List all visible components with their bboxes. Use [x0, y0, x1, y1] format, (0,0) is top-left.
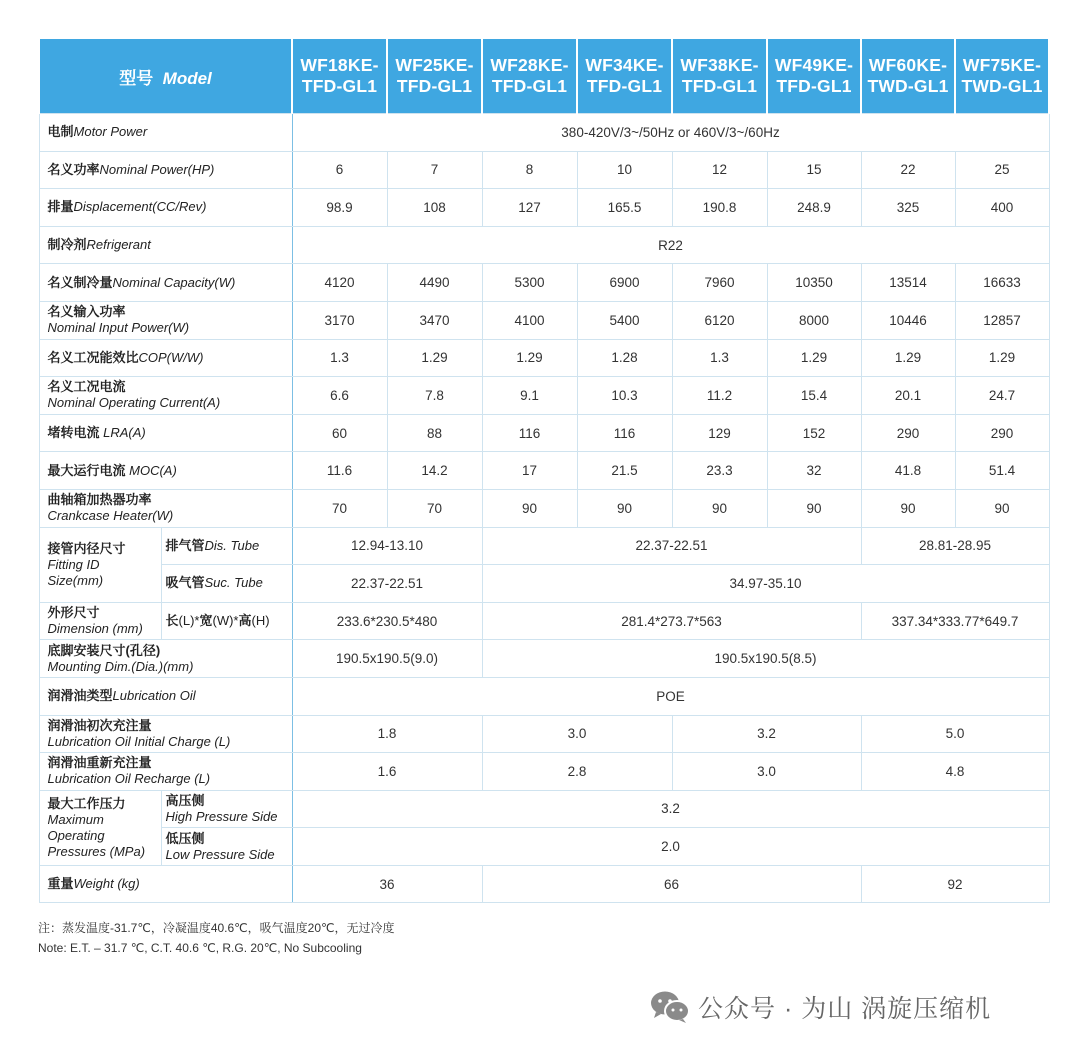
value-low-pressure: 2.0 — [292, 828, 1049, 866]
cell: 17 — [482, 452, 577, 490]
cell: 10 — [577, 151, 672, 189]
label-oil-recharge: 润滑油重新充注量 Lubrication Oil Recharge (L) — [39, 753, 292, 791]
cell: 14.2 — [387, 452, 482, 490]
row-lub-oil — [39, 677, 1049, 715]
cell: 90 — [577, 489, 672, 527]
cell: 8 — [482, 151, 577, 189]
cell: 88 — [387, 414, 482, 452]
cell: 6120 — [672, 301, 767, 339]
cell: 233.6*230.5*480 — [292, 602, 482, 640]
cell: 152 — [767, 414, 861, 452]
cell: 1.6 — [292, 753, 482, 791]
cell: 12857 — [955, 301, 1049, 339]
cell: 51.4 — [955, 452, 1049, 490]
label-high-pressure: 高压侧 High Pressure Side — [161, 790, 292, 828]
cell: 108 — [387, 189, 482, 227]
value-lub-oil: POE — [292, 677, 1049, 715]
cell: 1.3 — [292, 339, 387, 377]
cell: 290 — [861, 414, 955, 452]
row-nominal-power — [39, 151, 1049, 189]
cell: 6 — [292, 151, 387, 189]
label-motor-power: 电制Motor Power — [39, 114, 292, 152]
cell: 290 — [955, 414, 1049, 452]
label-operating-current: 名义工况电流 Nominal Operating Current(A) — [39, 377, 292, 415]
cell: 11.6 — [292, 452, 387, 490]
cell: 32 — [767, 452, 861, 490]
cell: 9.1 — [482, 377, 577, 415]
label-moc: 最大运行电流 MOC(A) — [39, 452, 292, 490]
cell: 248.9 — [767, 189, 861, 227]
label-lra: 堵转电流 LRA(A) — [39, 414, 292, 452]
label-refrigerant: 制冷剂Refrigerant — [39, 226, 292, 264]
model-col-5: WF38KE- TFD-GL1 — [672, 39, 767, 114]
label-nominal-input: 名义输入功率 Nominal Input Power(W) — [39, 301, 292, 339]
model-col-4: WF34KE- TFD-GL1 — [577, 39, 672, 114]
row-crankcase — [39, 489, 1049, 527]
cell: 1.29 — [482, 339, 577, 377]
cell: 20.1 — [861, 377, 955, 415]
cell: 165.5 — [577, 189, 672, 227]
cell: 325 — [861, 189, 955, 227]
cell: 1.28 — [577, 339, 672, 377]
model-col-2: WF25KE- TFD-GL1 — [387, 39, 482, 114]
row-pressure-low — [39, 828, 1049, 866]
notes — [38, 918, 395, 958]
label-fitting: 接管内径尺寸 Fitting ID Size(mm) — [39, 527, 161, 602]
cell: 1.29 — [387, 339, 482, 377]
row-displacement — [39, 189, 1049, 227]
label-pressure: 最大工作压力 Maximum Operating Pressures (MPa) — [39, 790, 161, 865]
cell: 127 — [482, 189, 577, 227]
row-weight — [39, 865, 1049, 903]
cell: 70 — [387, 489, 482, 527]
label-nominal-power: 名义功率Nominal Power(HP) — [39, 151, 292, 189]
label-low-pressure: 低压侧 Low Pressure Side — [161, 828, 292, 866]
cell: 70 — [292, 489, 387, 527]
cell: 34.97-35.10 — [482, 565, 1049, 603]
label-dimension-sub: 长(L)*宽(W)*高(H) — [161, 602, 292, 640]
cell: 15.4 — [767, 377, 861, 415]
cell: 21.5 — [577, 452, 672, 490]
cell: 190.5x190.5(8.5) — [482, 640, 1049, 678]
cell: 90 — [955, 489, 1049, 527]
row-motor-power — [39, 114, 1049, 152]
cell: 22.37-22.51 — [482, 527, 861, 565]
row-moc — [39, 452, 1049, 490]
spec-table — [38, 39, 1050, 903]
cell: 98.9 — [292, 189, 387, 227]
cell: 116 — [577, 414, 672, 452]
watermark — [650, 988, 991, 1026]
cell: 4100 — [482, 301, 577, 339]
cell: 1.29 — [861, 339, 955, 377]
cell: 1.29 — [955, 339, 1049, 377]
cell: 7 — [387, 151, 482, 189]
model-col-1: WF18KE- TFD-GL1 — [292, 39, 387, 114]
row-nominal-input — [39, 301, 1049, 339]
cell: 11.2 — [672, 377, 767, 415]
cell: 8000 — [767, 301, 861, 339]
label-dis-tube: 排气管Dis. Tube — [161, 527, 292, 565]
cell: 28.81-28.95 — [861, 527, 1049, 565]
cell: 190.5x190.5(9.0) — [292, 640, 482, 678]
row-operating-current — [39, 377, 1049, 415]
cell: 10446 — [861, 301, 955, 339]
cell: 12 — [672, 151, 767, 189]
cell: 1.29 — [767, 339, 861, 377]
cell: 15 — [767, 151, 861, 189]
watermark-text: 公众号 · 为山 涡旋压缩机 — [698, 995, 992, 1023]
cell: 3470 — [387, 301, 482, 339]
cell: 41.8 — [861, 452, 955, 490]
cell: 281.4*273.7*563 — [482, 602, 861, 640]
cell: 10.3 — [577, 377, 672, 415]
cell: 90 — [767, 489, 861, 527]
label-mounting: 底脚安装尺寸(孔径) Mounting Dim.(Dia.)(mm) — [39, 640, 292, 678]
cell: 2.8 — [482, 753, 672, 791]
label-cop: 名义工况能效比COP(W/W) — [39, 339, 292, 377]
model-header-en: Model — [162, 68, 212, 88]
label-crankcase: 曲轴箱加热器功率 Crankcase Heater(W) — [39, 489, 292, 527]
cell: 10350 — [767, 264, 861, 302]
cell: 4.8 — [861, 753, 1049, 791]
row-fitting-dis — [39, 527, 1049, 565]
model-col-7: WF60KE- TWD-GL1 — [861, 39, 955, 114]
cell: 7.8 — [387, 377, 482, 415]
note-cn: 注：蒸发温度-31.7℃，冷凝温度40.6℃，吸气温度20℃，无过冷度 — [38, 921, 395, 935]
cell: 1.3 — [672, 339, 767, 377]
wechat-icon — [650, 990, 690, 1024]
row-cop — [39, 339, 1049, 377]
cell: 92 — [861, 865, 1049, 903]
label-oil-initial: 润滑油初次充注量 Lubrication Oil Initial Charge (L) — [39, 715, 292, 753]
label-suc-tube: 吸气管Suc. Tube — [161, 565, 292, 603]
row-dimension — [39, 602, 1049, 640]
value-high-pressure: 3.2 — [292, 790, 1049, 828]
model-col-3: WF28KE- TFD-GL1 — [482, 39, 577, 114]
row-pressure-high — [39, 790, 1049, 828]
row-oil-initial — [39, 715, 1049, 753]
cell: 66 — [482, 865, 861, 903]
cell: 3170 — [292, 301, 387, 339]
cell: 337.34*333.77*649.7 — [861, 602, 1049, 640]
row-lra — [39, 414, 1049, 452]
cell: 13514 — [861, 264, 955, 302]
cell: 12.94-13.10 — [292, 527, 482, 565]
cell: 1.8 — [292, 715, 482, 753]
cell: 90 — [672, 489, 767, 527]
cell: 90 — [861, 489, 955, 527]
value-refrigerant: R22 — [292, 226, 1049, 264]
cell: 129 — [672, 414, 767, 452]
header-row — [39, 39, 1049, 114]
cell: 5300 — [482, 264, 577, 302]
cell: 16633 — [955, 264, 1049, 302]
cell: 90 — [482, 489, 577, 527]
cell: 400 — [955, 189, 1049, 227]
cell: 3.2 — [672, 715, 861, 753]
cell: 116 — [482, 414, 577, 452]
model-header-cn: 型号 — [119, 68, 154, 88]
label-weight: 重量Weight (kg) — [39, 865, 292, 903]
cell: 5.0 — [861, 715, 1049, 753]
cell: 60 — [292, 414, 387, 452]
row-mounting — [39, 640, 1049, 678]
model-col-6: WF49KE- TFD-GL1 — [767, 39, 861, 114]
label-lub-oil: 润滑油类型Lubrication Oil — [39, 677, 292, 715]
row-oil-recharge — [39, 753, 1049, 791]
cell: 6.6 — [292, 377, 387, 415]
value-motor-power: 380-420V/3~/50Hz or 460V/3~/60Hz — [292, 114, 1049, 152]
cell: 7960 — [672, 264, 767, 302]
row-refrigerant — [39, 226, 1049, 264]
cell: 36 — [292, 865, 482, 903]
row-fitting-suc — [39, 565, 1049, 603]
cell: 190.8 — [672, 189, 767, 227]
cell: 22.37-22.51 — [292, 565, 482, 603]
cell: 3.0 — [672, 753, 861, 791]
cell: 5400 — [577, 301, 672, 339]
cell: 22 — [861, 151, 955, 189]
cell: 4490 — [387, 264, 482, 302]
label-dimension: 外形尺寸 Dimension (mm) — [39, 602, 161, 640]
cell: 25 — [955, 151, 1049, 189]
row-nominal-capacity — [39, 264, 1049, 302]
cell: 6900 — [577, 264, 672, 302]
cell: 4120 — [292, 264, 387, 302]
label-nominal-capacity: 名义制冷量Nominal Capacity(W) — [39, 264, 292, 302]
cell: 23.3 — [672, 452, 767, 490]
note-en: Note: E.T. – 31.7 ℃, C.T. 40.6 ℃, R.G. 20℃, No Subcooling — [38, 941, 362, 955]
model-col-8: WF75KE- TWD-GL1 — [955, 39, 1049, 114]
model-header — [39, 39, 292, 114]
label-displacement: 排量Displacement(CC/Rev) — [39, 189, 292, 227]
cell: 24.7 — [955, 377, 1049, 415]
cell: 3.0 — [482, 715, 672, 753]
